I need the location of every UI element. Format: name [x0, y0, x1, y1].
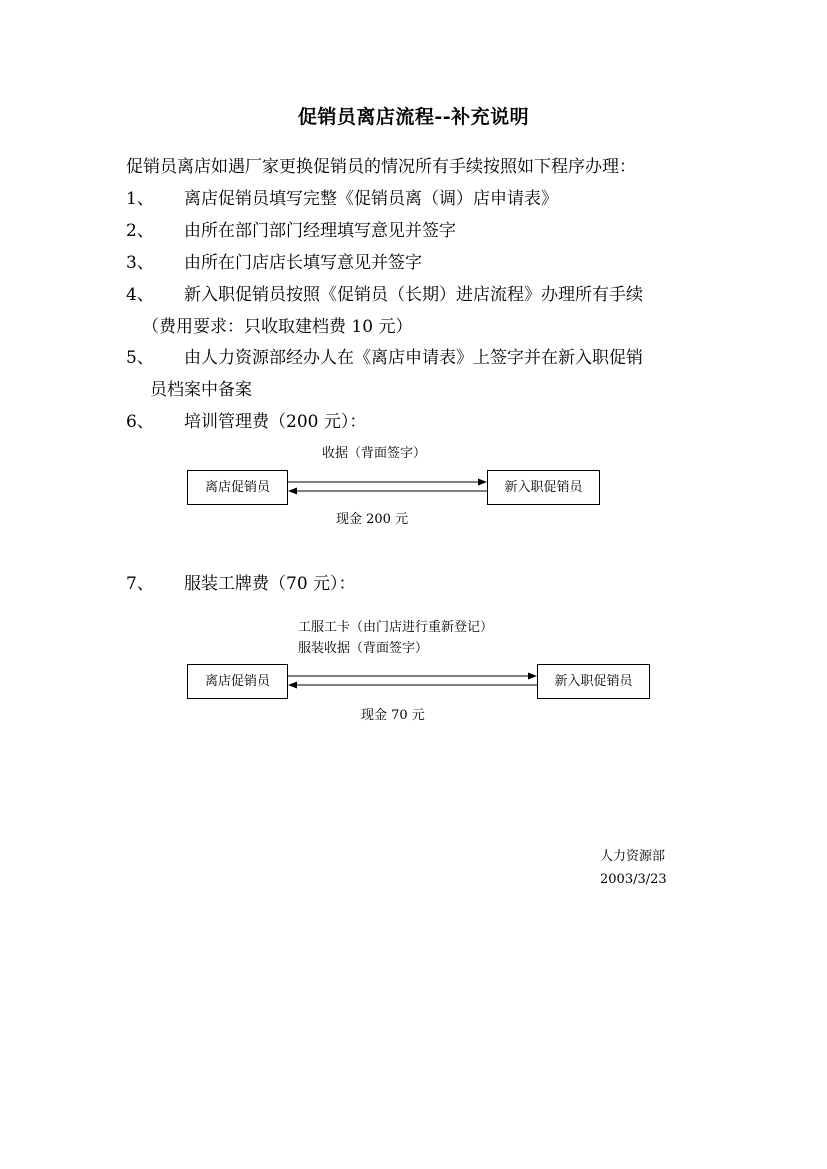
diagram-1-bottom-label: 现金 200 元 — [336, 512, 409, 527]
step-2-number: 2、 — [126, 221, 154, 241]
step-4-continuation: （费用要求：只收取建档费 10 元） — [142, 317, 413, 337]
intro-text: 促销员离店如遇厂家更换促销员的情况所有手续按照如下程序办理： — [126, 157, 636, 177]
step-5-number: 5、 — [126, 348, 154, 368]
diagram-1-arrowhead-right — [478, 479, 487, 486]
step-6-number: 6、 — [126, 412, 154, 432]
step-3-number: 3、 — [126, 253, 154, 273]
diagram-2-arrows — [288, 670, 537, 692]
diagram-2-left-box: 离店促销员 — [187, 664, 288, 699]
diagram-1-top-label: 收据（背面签字） — [322, 446, 427, 461]
step-4-text: 新入职促销员按照《促销员（长期）进店流程》办理所有手续 — [184, 285, 643, 305]
step-7-number: 7、 — [126, 574, 154, 594]
step-6-text: 培训管理费（200 元）： — [184, 412, 367, 432]
diagram-2-top-label-2: 服装收据（背面签字） — [298, 641, 429, 656]
step-1-number: 1、 — [126, 189, 154, 209]
diagram-1-arrowhead-left — [288, 488, 297, 495]
diagram-2-arrowhead-left — [288, 682, 297, 689]
step-5-continuation: 员档案中备案 — [150, 380, 252, 400]
diagram-2-arrowhead-right — [528, 673, 537, 680]
signature-date: 2003/3/23 — [600, 872, 667, 887]
step-4-number: 4、 — [126, 285, 154, 305]
step-7-text: 服装工牌费（70 元）： — [184, 574, 356, 594]
step-2-text: 由所在部门部门经理填写意见并签字 — [184, 221, 456, 241]
diagram-1-arrows — [288, 476, 487, 498]
step-5-text: 由人力资源部经办人在《离店申请表》上签字并在新入职促销 — [184, 348, 643, 368]
diagram-2-right-box: 新入职促销员 — [537, 664, 650, 699]
step-3-text: 由所在门店店长填写意见并签字 — [184, 253, 422, 273]
diagram-1-left-box: 离店促销员 — [187, 470, 288, 505]
diagram-1-right-box: 新入职促销员 — [487, 470, 600, 505]
diagram-2-top-label-1: 工服工卡（由门店进行重新登记） — [298, 620, 494, 635]
diagram-2-bottom-label: 现金 70 元 — [361, 708, 425, 723]
signature-department: 人力资源部 — [600, 849, 666, 864]
step-1-text: 离店促销员填写完整《促销员离（调）店申请表》 — [184, 189, 558, 209]
document-title: 促销员离店流程--补充说明 — [297, 106, 530, 128]
